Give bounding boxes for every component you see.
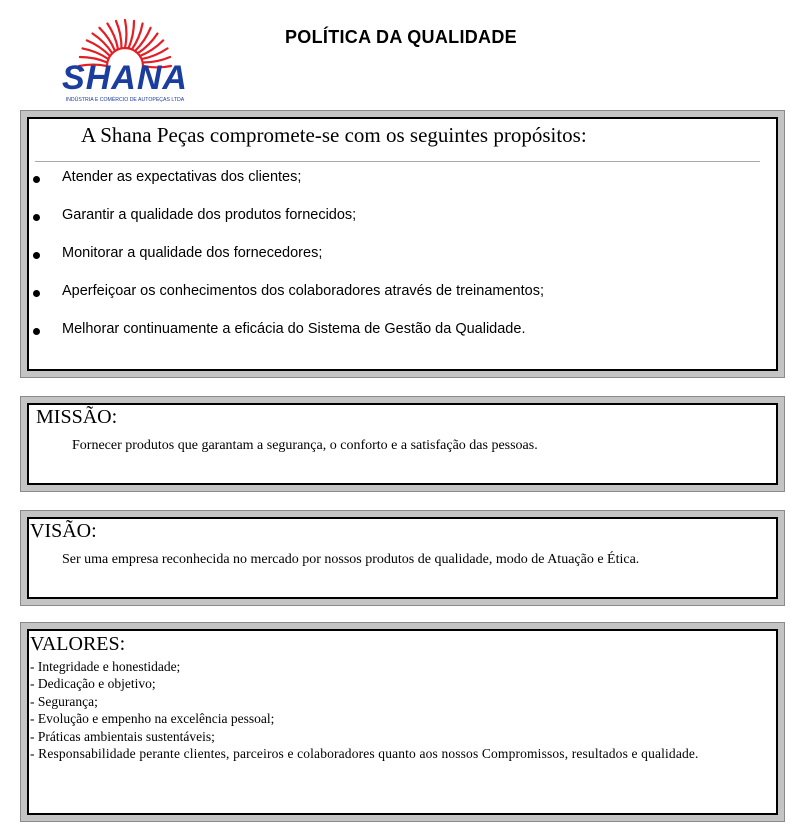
logo-brand: SHANA [62,59,188,97]
policy-panel [20,110,785,378]
sun-ray [129,21,135,48]
shana-logo [56,14,194,104]
bullet-icon [33,176,40,183]
visao-box [27,517,778,599]
policy-box [27,117,778,371]
sun-icon [56,14,194,104]
valores-list [30,658,766,762]
missao-text: Fornecer produtos que garantam a segurança, o conforto e a satisfação das pessoas. [72,438,538,453]
bullet-icon [33,290,40,297]
missao-title: MISSÃO: [36,406,118,428]
visao-title: VISÃO: [30,520,97,542]
logo-tagline: INDÚSTRIA E COMÉRCIO DE AUTOPEÇAS LTDA [65,97,185,103]
missao-box [27,403,778,485]
bullet-icon [33,252,40,259]
list-item-text: Aperfeiçoar os conhecimentos dos colaboradores através de treinamentos; [62,283,544,299]
list-item-text: Melhorar continuamente a eficácia do Sistema de Gestão da Qualidade. [62,321,526,337]
list-item: - Práticas ambientais sustentáveis; [30,728,215,744]
visao-panel [20,510,785,606]
bullet-icon [33,328,40,335]
list-item-text: Atender as expectativas dos clientes; [62,169,302,185]
list-item: - Integridade e honestidade; [30,659,181,674]
list-item: - Responsabilidade perante clientes, parceiros e colaboradores quanto aos nossos Compromissos, resultados e qualidade. [30,746,699,762]
list-item-text: Garantir a qualidade dos produtos fornecidos; [62,207,357,223]
page-title: POLÍTICA DA QUALIDADE [285,27,517,47]
divider [35,161,760,162]
missao-panel [20,396,785,492]
valores-box [27,629,778,815]
list-item-text: Monitorar a qualidade dos fornecedores; [62,245,323,261]
list-item: - Evolução e empenho na excelência pessoal; [30,711,275,727]
bullet-icon [33,214,40,221]
valores-title: VALORES: [30,633,126,655]
policy-intro: A Shana Peças compromete-se com os seguintes propósitos: [81,123,587,147]
visao-text: Ser uma empresa reconhecida no mercado por nossos produtos de qualidade, modo de Atuação e Ética. [62,552,640,567]
list-item: - Segurança; [30,693,98,709]
list-item: - Dedicação e objetivo; [30,676,156,692]
valores-panel [20,622,785,822]
sun-ray [125,20,126,48]
